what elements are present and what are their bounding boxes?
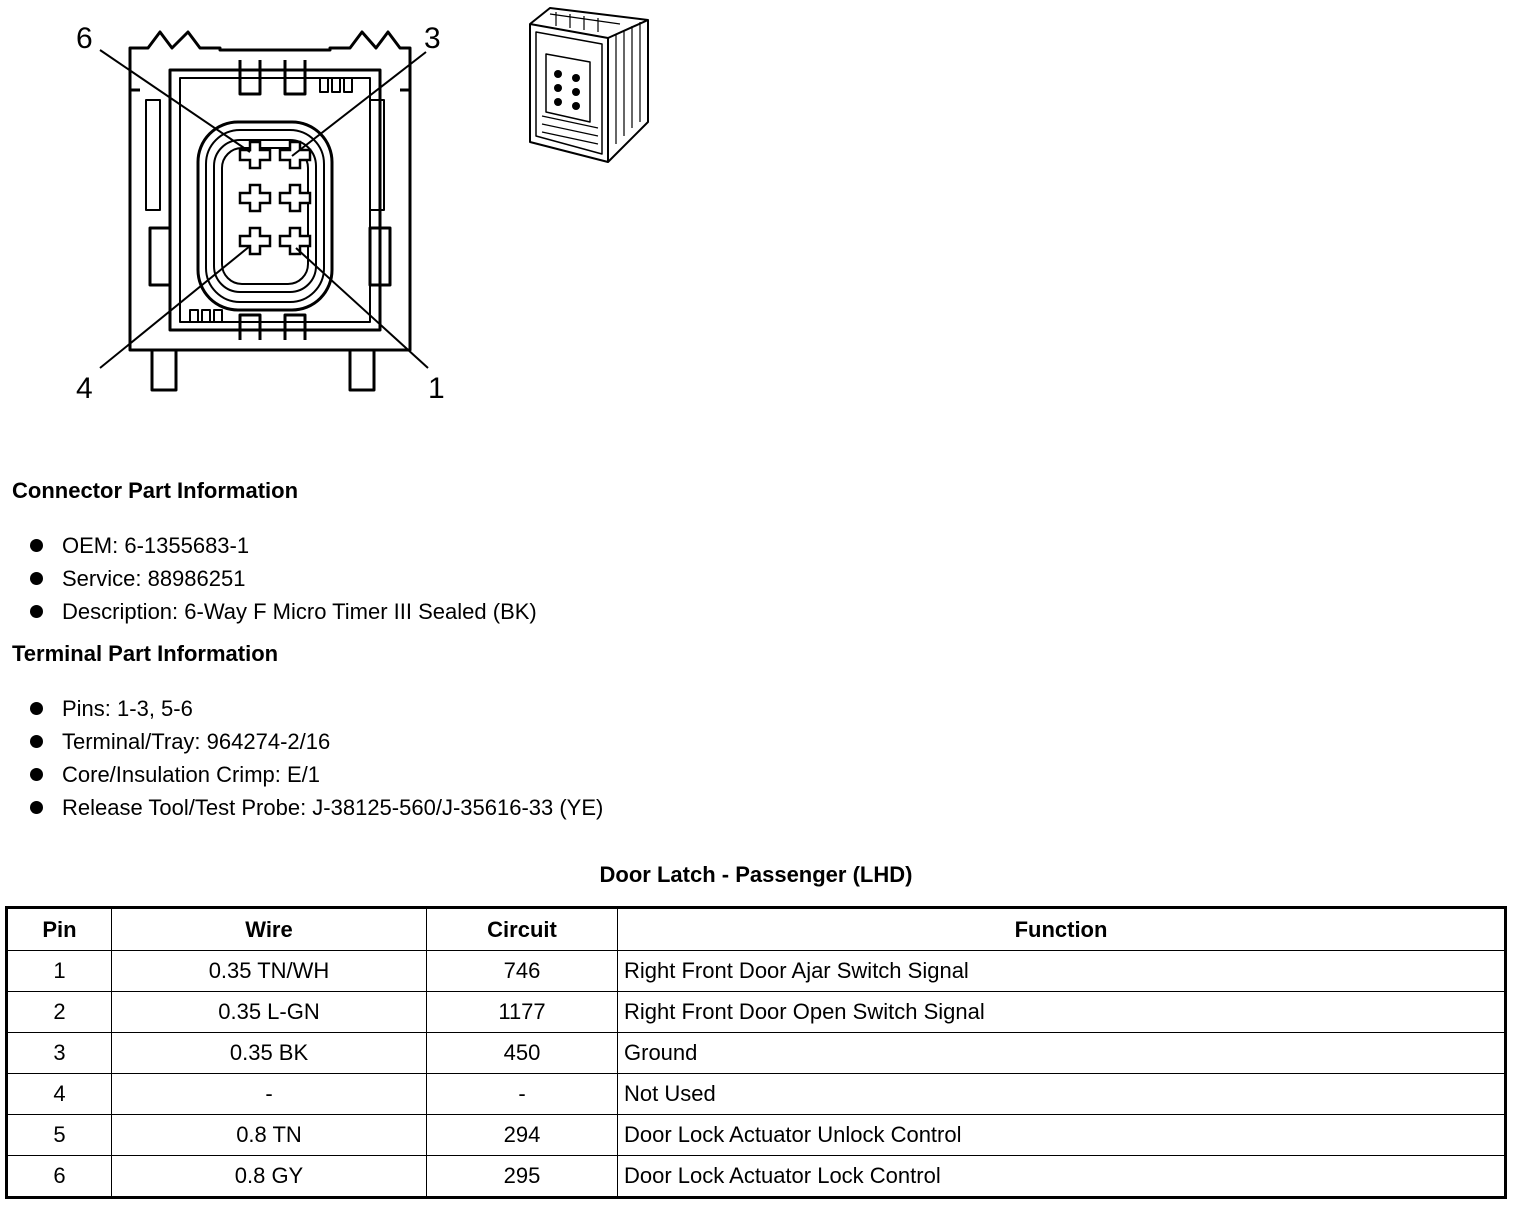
column-header-function: Function xyxy=(618,908,1506,951)
bullet-icon xyxy=(30,572,43,585)
table-row xyxy=(7,951,1506,992)
list-item: Pins: 1-3, 5-6 xyxy=(28,692,603,725)
column-header-wire: Wire xyxy=(112,908,427,951)
bullet-icon xyxy=(30,735,43,748)
cell-function: Door Lock Actuator Unlock Control xyxy=(618,1115,1506,1156)
cell-wire: - xyxy=(112,1074,427,1115)
list-item: Release Tool/Test Probe: J-38125-560/J-35616-33 (YE) xyxy=(28,791,603,824)
connector-face-diagram xyxy=(60,10,470,410)
table-header-row xyxy=(7,908,1506,951)
bullet-icon xyxy=(30,801,43,814)
terminal-part-info-list xyxy=(28,692,603,824)
cell-function: Not Used xyxy=(618,1074,1506,1115)
connector-3d-thumbnail xyxy=(520,4,660,169)
cell-pin: 4 xyxy=(7,1074,112,1115)
cell-circuit: 746 xyxy=(427,951,618,992)
cell-wire: 0.8 GY xyxy=(112,1156,427,1198)
pin-label-6: 6 xyxy=(76,22,93,55)
list-item: Description: 6-Way F Micro Timer III Sealed (BK) xyxy=(28,595,537,628)
table-row xyxy=(7,1115,1506,1156)
cell-pin: 5 xyxy=(7,1115,112,1156)
column-header-circuit: Circuit xyxy=(427,908,618,951)
pin-label-4: 4 xyxy=(76,372,93,405)
list-item: Terminal/Tray: 964274-2/16 xyxy=(28,725,603,758)
cell-pin: 3 xyxy=(7,1033,112,1074)
connector-part-info-list xyxy=(28,529,537,628)
cell-wire: 0.35 TN/WH xyxy=(112,951,427,992)
column-header-pin: Pin xyxy=(7,908,112,951)
table-row xyxy=(7,1074,1506,1115)
cell-circuit: 450 xyxy=(427,1033,618,1074)
list-item: OEM: 6-1355683-1 xyxy=(28,529,537,562)
cell-pin: 1 xyxy=(7,951,112,992)
pinout-table xyxy=(5,906,1507,1199)
pin-label-1: 1 xyxy=(428,372,445,405)
list-item: Service: 88986251 xyxy=(28,562,537,595)
list-item: Core/Insulation Crimp: E/1 xyxy=(28,758,603,791)
bullet-icon xyxy=(30,539,43,552)
pinout-table-title: Door Latch - Passenger (LHD) xyxy=(599,862,913,887)
cell-pin: 6 xyxy=(7,1156,112,1198)
terminal-part-info-heading: Terminal Part Information xyxy=(12,641,279,666)
table-row xyxy=(7,1033,1506,1074)
bullet-icon xyxy=(30,605,43,618)
table-row xyxy=(7,992,1506,1033)
cell-wire: 0.8 TN xyxy=(112,1115,427,1156)
cell-function: Right Front Door Open Switch Signal xyxy=(618,992,1506,1033)
bullet-icon xyxy=(30,768,43,781)
cell-circuit: 294 xyxy=(427,1115,618,1156)
cell-circuit: - xyxy=(427,1074,618,1115)
table-row xyxy=(7,1156,1506,1198)
bullet-icon xyxy=(30,702,43,715)
cell-function: Ground xyxy=(618,1033,1506,1074)
cell-circuit: 295 xyxy=(427,1156,618,1198)
pin-label-3: 3 xyxy=(424,22,441,55)
cell-function: Door Lock Actuator Lock Control xyxy=(618,1156,1506,1198)
cell-wire: 0.35 L-GN xyxy=(112,992,427,1033)
cell-circuit: 1177 xyxy=(427,992,618,1033)
connector-part-info-heading: Connector Part Information xyxy=(12,478,299,503)
cell-wire: 0.35 BK xyxy=(112,1033,427,1074)
cell-function: Right Front Door Ajar Switch Signal xyxy=(618,951,1506,992)
cell-pin: 2 xyxy=(7,992,112,1033)
